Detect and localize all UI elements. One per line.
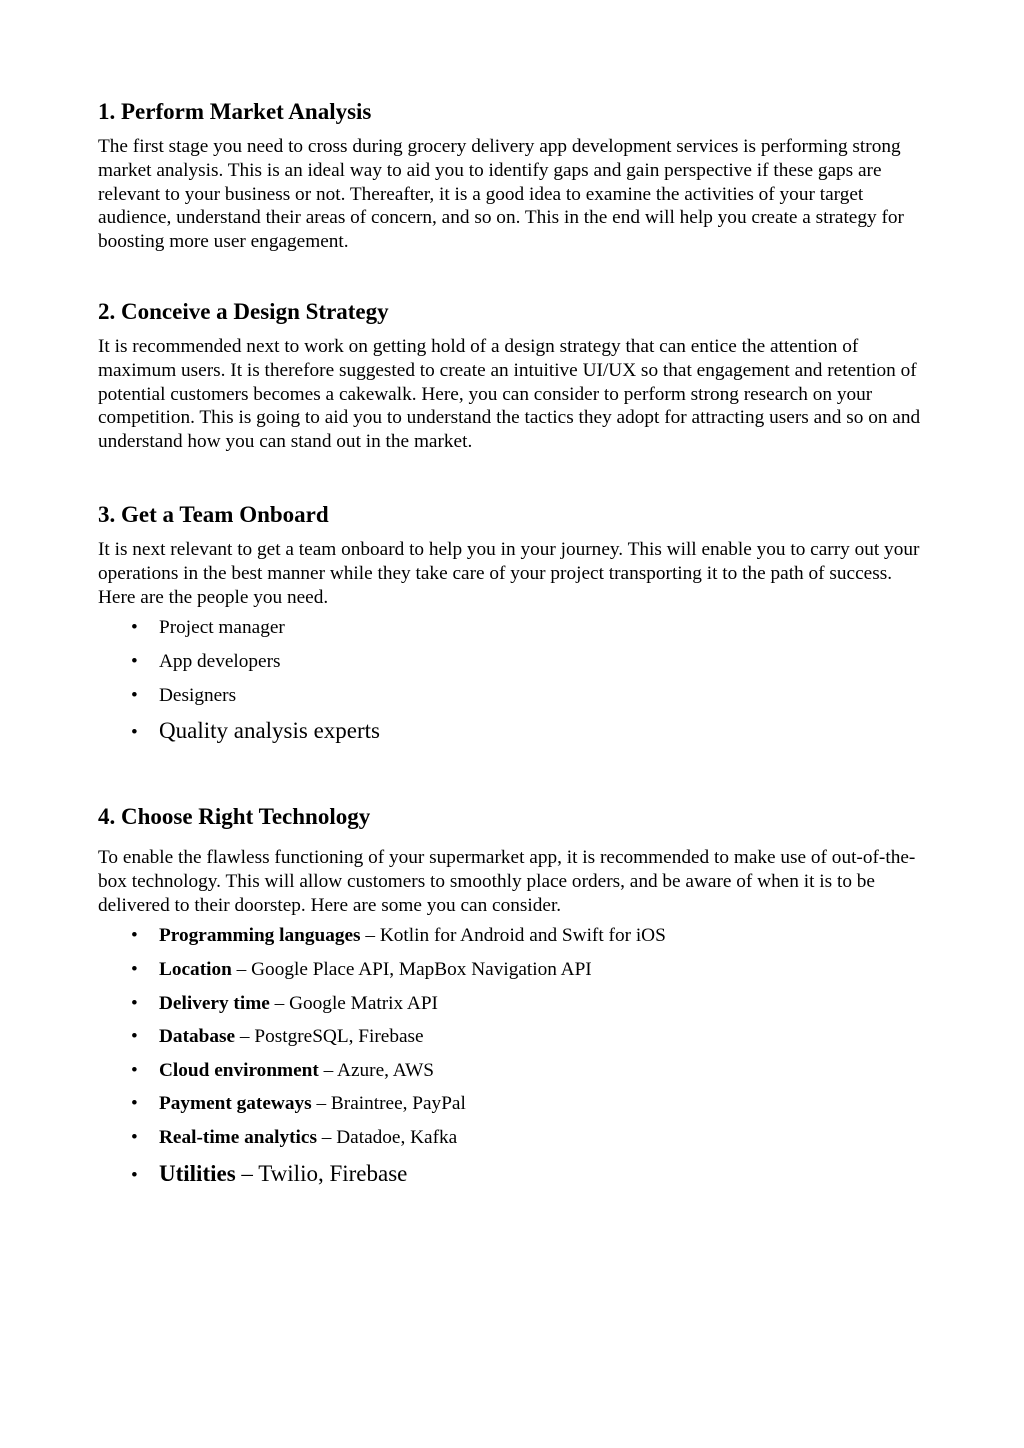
bullet-icon: • <box>131 684 138 706</box>
tech-detail: – Datadoe, Kafka <box>316 1126 458 1148</box>
section-market-analysis <box>98 98 930 254</box>
tech-term: Utilities <box>159 1160 236 1186</box>
list-item <box>98 1092 930 1116</box>
tech-detail: – Azure, AWS <box>318 1059 435 1081</box>
list-item <box>98 684 930 708</box>
bullet-icon: • <box>131 1126 138 1148</box>
bullet-icon: • <box>131 925 138 947</box>
section-heading: 3. Get a Team Onboard <box>98 502 329 527</box>
tech-term: Delivery time <box>159 992 270 1014</box>
section-paragraph: To enable the flawless functioning of your supermarket app, it is recommended to make use of out-of-the-box technology. This will allow customers to smoothly place orders, and be aware of when it is to be delivered to their doorstep. Here are some you can consider. <box>98 847 916 916</box>
list-item <box>98 924 930 948</box>
tech-detail: – Twilio, Firebase <box>235 1160 408 1186</box>
tech-term: Payment gateways <box>159 1093 312 1115</box>
list-item-text: Quality analysis experts <box>159 718 381 744</box>
bullet-icon: • <box>131 992 138 1014</box>
tech-term: Location <box>159 958 232 980</box>
section-heading: 2. Conceive a Design Strategy <box>98 299 389 324</box>
tech-term: Cloud environment <box>159 1059 319 1081</box>
list-item <box>98 958 930 982</box>
list-item <box>98 650 930 674</box>
section-heading: 1. Perform Market Analysis <box>98 99 372 124</box>
list-item <box>98 616 930 640</box>
tech-detail: – Braintree, PayPal <box>311 1093 466 1115</box>
tech-term: Database <box>159 1026 236 1048</box>
section-paragraph: It is next relevant to get a team onboard to help you in your journey. This will enable you to carry out your operations in the best manner while they take care of your project transporting it to the path of success. Here are the people you need. <box>98 539 920 608</box>
bullet-icon: • <box>131 617 138 639</box>
list-item <box>98 1059 930 1083</box>
tech-detail: – Google Matrix API <box>269 992 438 1014</box>
section-paragraph: The first stage you need to cross during grocery delivery app development services is performing strong market analysis. This is an ideal way to aid you to identify gaps and gain perspective if these gaps are relevant to your business or not. Thereafter, it is a good idea to examine the activities of your target audience, understand their areas of concern, and so on. This in the end will help you create a strategy for boosting more user engagement. <box>98 136 904 253</box>
section-team-onboard <box>98 501 930 745</box>
section-heading: 4. Choose Right Technology <box>98 804 371 829</box>
list-item <box>98 992 930 1016</box>
bullet-icon: • <box>131 650 138 672</box>
bullet-icon: • <box>131 1026 138 1048</box>
section-technology <box>98 803 930 1188</box>
tech-detail: – Google Place API, MapBox Navigation API <box>231 958 592 980</box>
list-item <box>98 1160 930 1188</box>
section-design-strategy <box>98 298 930 454</box>
tech-term: Real-time analytics <box>159 1126 317 1148</box>
team-list <box>98 616 930 745</box>
tech-detail: – PostgreSQL, Firebase <box>235 1026 424 1048</box>
list-item <box>98 1126 930 1150</box>
bullet-icon: • <box>131 1164 138 1186</box>
tech-detail: – Kotlin for Android and Swift for iOS <box>360 925 666 947</box>
tech-term: Programming languages <box>159 925 361 947</box>
list-item <box>98 717 930 745</box>
bullet-icon: • <box>131 1093 138 1115</box>
list-item-text: App developers <box>159 650 281 672</box>
list-item <box>98 1025 930 1049</box>
section-paragraph: It is recommended next to work on getting hold of a design strategy that can entice the attention of maximum users. It is therefore suggested to create an intuitive UI/UX so that engagement and retention of potential customers becomes a cakewalk. Here, you can consider to perform strong research on your competition. This is going to aid you to understand the tactics they adopt for attracting users and so on and understand how you can stand out in the market. <box>98 336 921 453</box>
bullet-icon: • <box>131 1059 138 1081</box>
technology-list <box>98 924 930 1187</box>
bullet-icon: • <box>131 722 138 744</box>
list-item-text: Project manager <box>159 617 285 639</box>
list-item-text: Designers <box>159 684 237 706</box>
bullet-icon: • <box>131 958 138 980</box>
